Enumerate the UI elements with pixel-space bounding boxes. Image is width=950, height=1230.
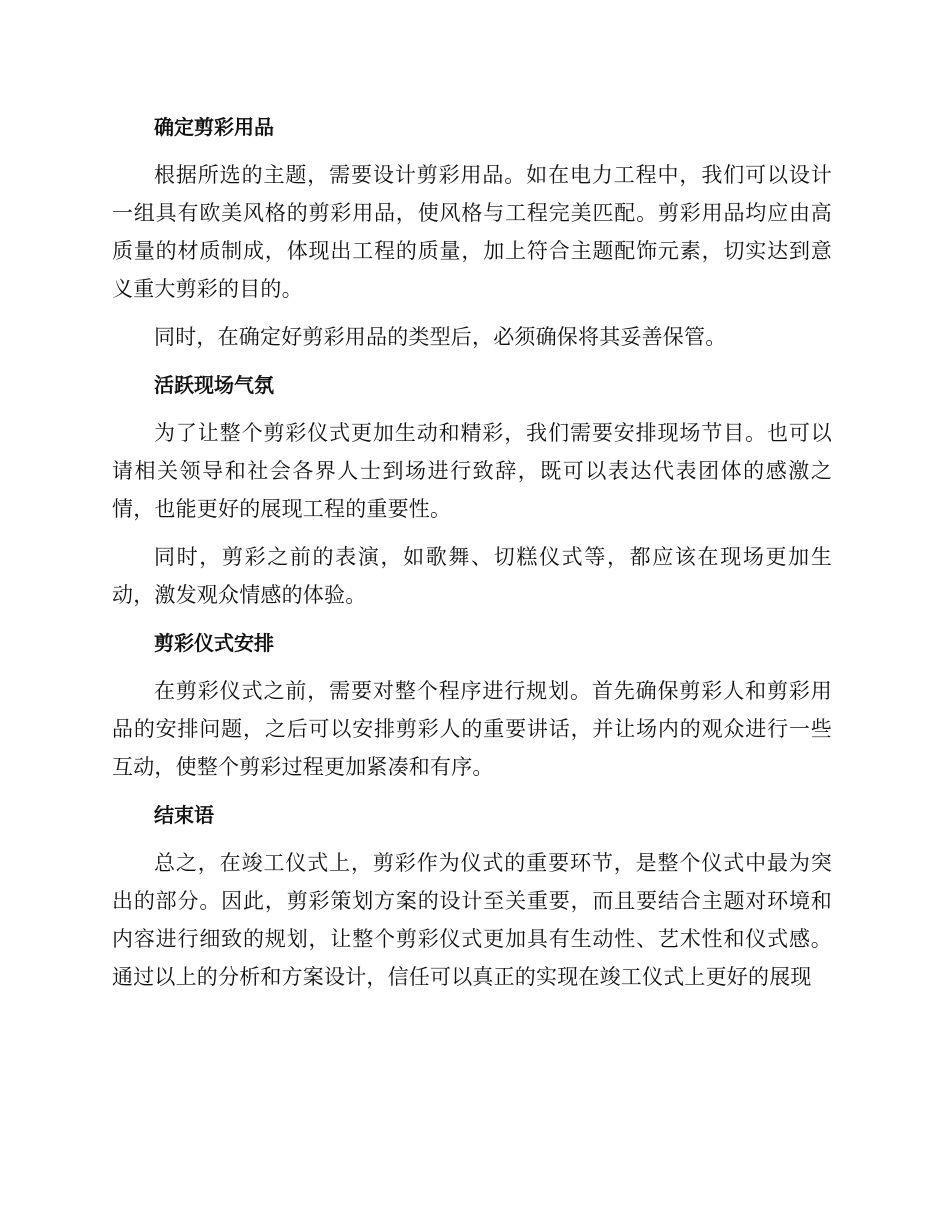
- section-arrangement: [112, 624, 832, 786]
- document-page: [112, 108, 832, 1006]
- section-heading: 确定剪彩用品: [154, 115, 274, 139]
- paragraph: 同时，剪彩之前的表演，如歌舞、切糕仪式等，都应该在现场更加生动，激发观众情感的体验。: [112, 545, 832, 607]
- paragraph: 根据所选的主题，需要设计剪彩用品。如在电力工程中，我们可以设计一组具有欧美风格的剪彩用品，使风格与工程完美匹配。剪彩用品均应由高质量的材质制成，体现出工程的质量，加上符合主题配饰元素，切实达到意义重大剪彩的目的。: [112, 163, 832, 301]
- paragraph: 同时，在确定好剪彩用品的类型后，必须确保将其妥善保管。: [154, 325, 727, 349]
- paragraph: 总之，在竣工仪式上，剪彩作为仪式的重要环节，是整个仪式中最为突出的部分。因此，剪彩策划方案的设计至关重要，而且要结合主题对环境和内容进行细致的规划，让整个剪彩仪式更加具有生动性、艺术性和仪式感。通过以上的分析和方案设计，信任可以真正的实现在竣工仪式上更好的展现: [112, 851, 832, 989]
- section-heading: 结束语: [154, 803, 214, 827]
- section-heading: 活跃现场气氛: [154, 373, 274, 397]
- section-atmosphere: [112, 366, 832, 614]
- section-supplies: [112, 108, 832, 356]
- section-heading: 剪彩仪式安排: [154, 631, 274, 655]
- section-conclusion: [112, 796, 832, 996]
- paragraph: 为了让整个剪彩仪式更加生动和精彩，我们需要安排现场节目。也可以请相关领导和社会各界人士到场进行致辞，既可以表达代表团体的感激之情，也能更好的展现工程的重要性。: [112, 421, 832, 521]
- paragraph: 在剪彩仪式之前，需要对整个程序进行规划。首先确保剪彩人和剪彩用品的安排问题，之后可以安排剪彩人的重要讲话，并让场内的观众进行一些互动，使整个剪彩过程更加紧凑和有序。: [112, 679, 832, 779]
